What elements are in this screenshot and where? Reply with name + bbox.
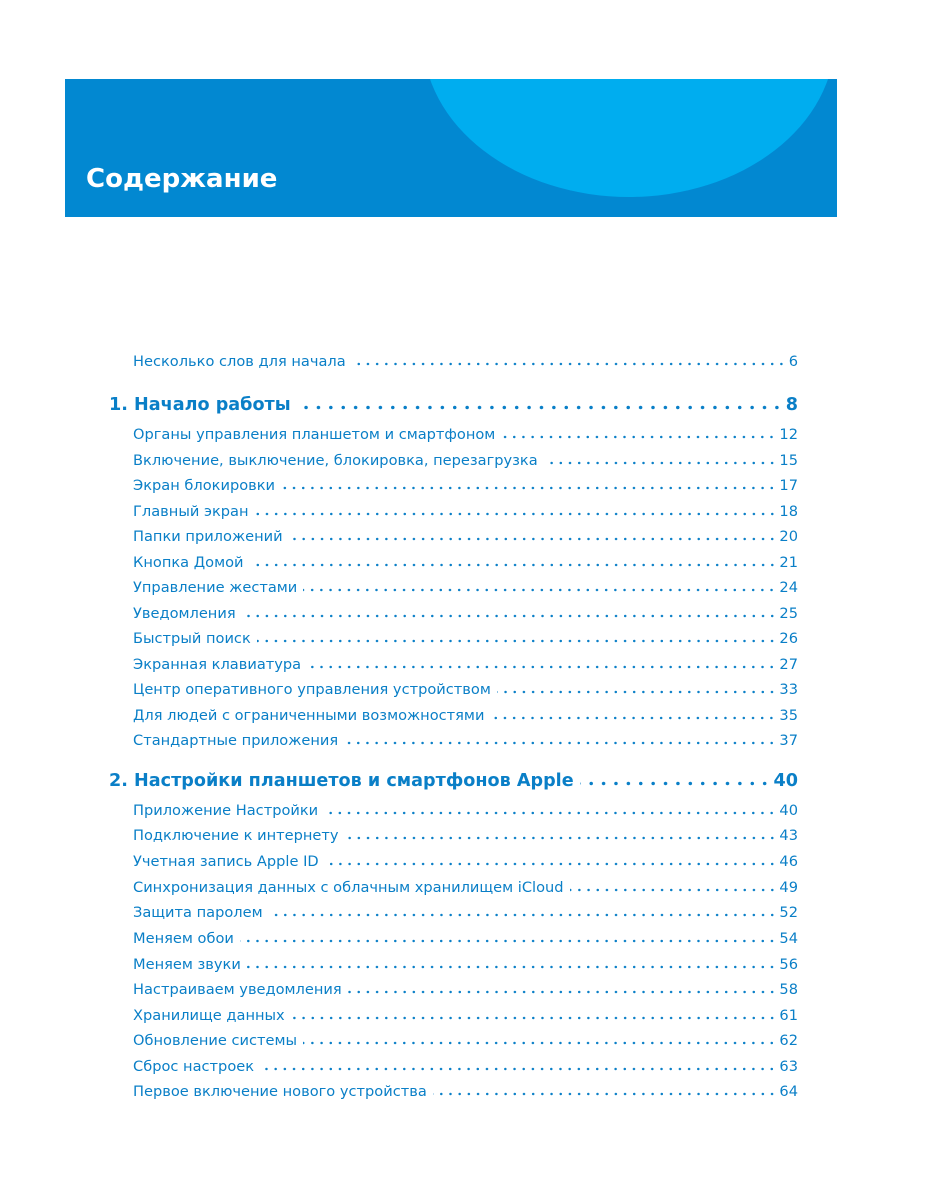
toc-page-number: 43: [779, 827, 798, 844]
dot-leader: [544, 461, 777, 465]
toc-entry-row[interactable]: [133, 527, 798, 547]
dot-leader: [247, 965, 777, 969]
toc-label: Несколько слов для начала: [133, 353, 346, 370]
toc-entry-row[interactable]: [133, 604, 798, 624]
toc-entry-row[interactable]: [133, 476, 798, 496]
toc-entry-row[interactable]: [133, 578, 798, 598]
dot-leader: [242, 614, 777, 618]
toc-page-number: 6: [788, 353, 798, 370]
dot-leader: [501, 435, 776, 439]
dot-leader: [433, 1092, 777, 1096]
dot-leader: [325, 862, 777, 866]
toc-page-number: 40: [779, 802, 798, 819]
page-title: Содержание: [86, 164, 278, 194]
dot-leader: [344, 741, 776, 745]
toc-page-number: 21: [779, 554, 798, 571]
toc-label: Кнопка Домой: [133, 554, 244, 571]
toc-page-number: 58: [779, 981, 798, 998]
dot-leader: [257, 639, 777, 643]
dot-leader: [260, 1067, 776, 1071]
toc-entry-row[interactable]: [133, 852, 798, 872]
toc-label: Настраиваем уведомления: [133, 981, 342, 998]
toc-page-number: 20: [779, 528, 798, 545]
toc-entry-row[interactable]: [133, 706, 798, 726]
dot-leader: [348, 990, 777, 994]
toc-page-number: 56: [779, 956, 798, 973]
toc-entry-row[interactable]: [133, 955, 798, 975]
toc-label: Учетная запись Apple ID: [133, 853, 319, 870]
toc-entry-row[interactable]: [133, 929, 798, 949]
toc-label: Главный экран: [133, 503, 249, 520]
toc-label: Сброс настроек: [133, 1058, 255, 1075]
toc-page-number: 12: [779, 426, 798, 443]
toc-entry-row[interactable]: [133, 903, 798, 923]
toc-page-number: 46: [779, 853, 798, 870]
toc-label: Быстрый поиск: [133, 630, 251, 647]
toc-entry-row[interactable]: [133, 655, 798, 675]
dot-leader: [303, 1041, 776, 1045]
dot-leader: [570, 888, 777, 892]
toc-entry-row[interactable]: [133, 1006, 798, 1026]
dot-leader: [269, 913, 777, 917]
toc-entry-row[interactable]: [133, 1082, 798, 1102]
dot-leader: [281, 486, 776, 490]
toc-page-number: 64: [779, 1083, 798, 1100]
toc-page-number: 35: [779, 707, 798, 724]
toc-page-number: 63: [779, 1058, 798, 1075]
toc-page-number: 27: [779, 656, 798, 673]
dot-leader: [289, 537, 777, 541]
toc-chapter-row[interactable]: [109, 769, 798, 793]
dot-leader: [250, 563, 777, 567]
toc-label: Первое включение нового устройства: [133, 1083, 427, 1100]
toc-page-number: 49: [779, 879, 798, 896]
toc-label: Включение, выключение, блокировка, перезагрузка: [133, 452, 538, 469]
toc-page-number: 52: [779, 904, 798, 921]
toc-label: Меняем звуки: [133, 956, 241, 973]
dot-leader: [345, 836, 777, 840]
toc-page-number: 8: [785, 395, 798, 415]
dot-leader: [324, 811, 776, 815]
toc-entry-row[interactable]: [133, 425, 798, 445]
toc-page-number: 17: [779, 477, 798, 494]
toc-page-number: 62: [779, 1032, 798, 1049]
toc-label: Защита паролем: [133, 904, 263, 921]
toc-label: Управление жестами: [133, 579, 298, 596]
toc-entry-row[interactable]: [133, 731, 798, 751]
toc-entry-row[interactable]: [133, 352, 798, 372]
toc-page-number: 61: [779, 1007, 798, 1024]
toc-label: Органы управления планшетом и смартфоном: [133, 426, 496, 443]
toc-label: 1. Начало работы: [109, 395, 291, 415]
toc-entry-row[interactable]: [133, 502, 798, 522]
toc-page-number: 33: [779, 681, 798, 698]
toc-label: Приложение Настройки: [133, 802, 319, 819]
toc-page-number: 15: [779, 452, 798, 469]
dot-leader: [297, 405, 783, 410]
toc-label: Папки приложений: [133, 528, 283, 545]
toc-label: 2. Настройки планшетов и смартфонов Apple: [109, 771, 574, 791]
toc-label: Обновление системы: [133, 1032, 298, 1049]
toc-label: Хранилище данных: [133, 1007, 285, 1024]
dot-leader: [580, 781, 771, 786]
toc-label: Центр оперативного управления устройством: [133, 681, 491, 698]
toc-page-number: 24: [779, 579, 798, 596]
dot-leader: [352, 362, 786, 366]
toc-label: Синхронизация данных с облачным хранилищем iCloud: [133, 879, 564, 896]
toc-page-number: 25: [779, 605, 798, 622]
toc-label: Уведомления: [133, 605, 236, 622]
toc-entry-row[interactable]: [133, 878, 798, 898]
toc-entry-row[interactable]: [133, 680, 798, 700]
toc-page-number: 40: [773, 771, 798, 791]
toc-entry-row[interactable]: [133, 826, 798, 846]
toc-label: Для людей с ограниченными возможностями: [133, 707, 485, 724]
toc-chapter-row[interactable]: [109, 393, 798, 417]
dot-leader: [255, 512, 777, 516]
toc-label: Стандартные приложения: [133, 732, 339, 749]
dot-leader: [303, 588, 776, 592]
toc-entry-row[interactable]: [133, 801, 798, 821]
toc-page-number: 18: [779, 503, 798, 520]
dot-leader: [497, 690, 777, 694]
toc-label: Экран блокировки: [133, 477, 276, 494]
dot-leader: [240, 939, 777, 943]
toc-label: Экранная клавиатура: [133, 656, 302, 673]
toc-page-number: 54: [779, 930, 798, 947]
toc-page-number: 37: [779, 732, 798, 749]
toc-page-number: 26: [779, 630, 798, 647]
toc-entry-row[interactable]: [133, 629, 798, 649]
toc-label: Подключение к интернету: [133, 827, 339, 844]
dot-leader: [307, 665, 776, 669]
toc-entry-row[interactable]: [133, 1057, 798, 1077]
toc-entry-row[interactable]: [133, 451, 798, 471]
toc-entry-row[interactable]: [133, 980, 798, 1000]
dot-leader: [291, 1016, 777, 1020]
toc-entry-row[interactable]: [133, 553, 798, 573]
dot-leader: [490, 716, 776, 720]
toc-label: Меняем обои: [133, 930, 234, 947]
toc-entry-row[interactable]: [133, 1031, 798, 1051]
